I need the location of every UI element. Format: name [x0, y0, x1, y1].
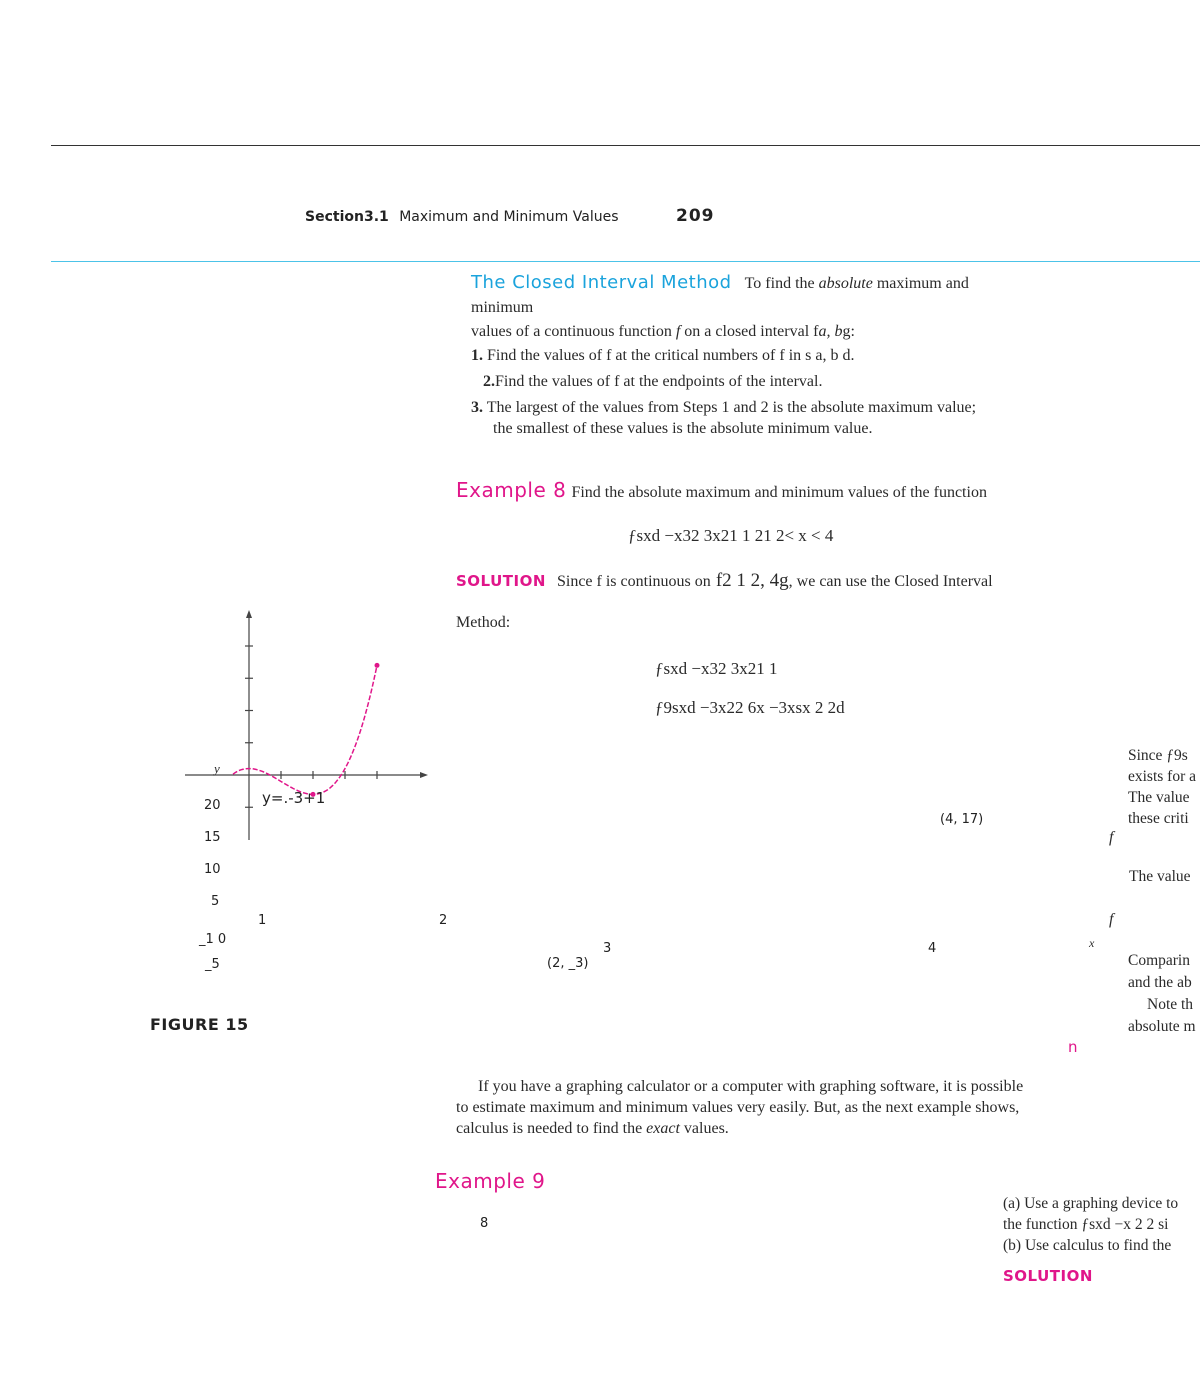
- step-3-cont: the smallest of these values is the absolute minimum value.: [493, 420, 873, 437]
- example-9-solution-label: SOLUTION: [1003, 1267, 1093, 1285]
- y-tick-5: 5: [211, 894, 220, 909]
- example-8-title: Example 8: [456, 478, 567, 502]
- section-title: Maximum and Minimum Values: [399, 209, 619, 225]
- example-9-part-b: (b) Use calculus to find the: [1003, 1237, 1172, 1254]
- point-label-max: (4, 17): [940, 812, 984, 827]
- step-1: 1. Find the values of f at the critical numbers of f in s a, b d.: [471, 347, 855, 364]
- right-column-block-3: Comparin and the ab Note th absolute m: [1128, 952, 1196, 1035]
- equation-f-prime: ƒ9sxd −3x22 6x −3xsx 2 2d: [655, 698, 845, 717]
- step-2: 2.Find the values of f at the endpoints of the interval.: [483, 373, 823, 390]
- figure-15-endpoint: [375, 663, 380, 668]
- closed-interval-line3: values of a continuous function f on a closed interval fa, bg:: [471, 323, 855, 340]
- x-axis-arrow: [420, 772, 428, 778]
- example-9-part-a: (a) Use a graphing device to: [1003, 1195, 1179, 1212]
- example-9-parts: [1003, 1193, 1200, 1263]
- example-9-margin-number: 8: [480, 1216, 489, 1231]
- figure-15-label: FIGURE 15: [150, 1015, 249, 1034]
- y-tick-neg-5: _5: [205, 957, 220, 972]
- curve-label: y=.-3+1: [262, 789, 326, 807]
- x-tick-3: 3: [603, 941, 612, 956]
- step-3: 3. The largest of the values from Steps 1 and 2 is the absolute maximum value;: [471, 399, 977, 416]
- example-9-title: Example 9: [435, 1169, 546, 1193]
- end-of-example-mark: n: [1068, 1038, 1078, 1056]
- example-8-formula: ƒsxd −x32 3x21 1 21 2< x < 4: [628, 526, 834, 545]
- right-column-block-2: The value: [1129, 868, 1191, 885]
- x-tick-4: 4: [928, 941, 937, 956]
- closed-interval-line2: minimum: [471, 299, 534, 316]
- solution-label: SOLUTION: [456, 572, 546, 590]
- y-tick-20: 20: [204, 798, 221, 813]
- y-tick-10: 10: [204, 862, 221, 877]
- right-column-f-1: f: [1109, 829, 1114, 846]
- page-number: 209: [676, 206, 715, 226]
- example-9-part-a-cont: the function ƒsxd −x 2 2 si: [1003, 1216, 1169, 1233]
- x-tick-2: 2: [439, 913, 448, 928]
- x-tick-1: 1: [258, 913, 267, 928]
- graphing-paragraph: If you have a graphing calculator or a computer with graphing software, it is possible to estimate maximum and minimum values very easily. But, as the next example shows, calculus is needed to find the exact values.: [456, 1078, 1024, 1137]
- example-8-text: Find the absolute maximum and minimum values of the function: [571, 484, 987, 501]
- closed-interval-title: The Closed Interval Method: [471, 272, 732, 293]
- y-tick-neg-1-0: _1 0: [199, 932, 227, 947]
- point-label-min: (2, _3): [547, 956, 589, 971]
- closed-interval-intro: To find the absolute maximum and: [744, 275, 969, 292]
- y-axis-arrow: [246, 610, 252, 618]
- equation-f: ƒsxd −x32 3x21 1: [655, 659, 778, 678]
- section-number: Section3.1: [305, 209, 389, 225]
- y-tick-15: 15: [204, 830, 221, 845]
- y-axis-label: y: [214, 761, 220, 776]
- x-axis-label: x: [1089, 936, 1095, 950]
- solution-interval: f2 1 2, 4g: [715, 570, 789, 591]
- right-column-f-2: f: [1109, 911, 1114, 928]
- right-column-block-1: Since ƒ9s exists for a The value these criti: [1128, 747, 1197, 827]
- method-label: Method:: [456, 614, 511, 631]
- example-8-solution: SOLUTION Since f is continuous on f2 1 2, 4g, we can use the Closed Interval: [456, 570, 993, 591]
